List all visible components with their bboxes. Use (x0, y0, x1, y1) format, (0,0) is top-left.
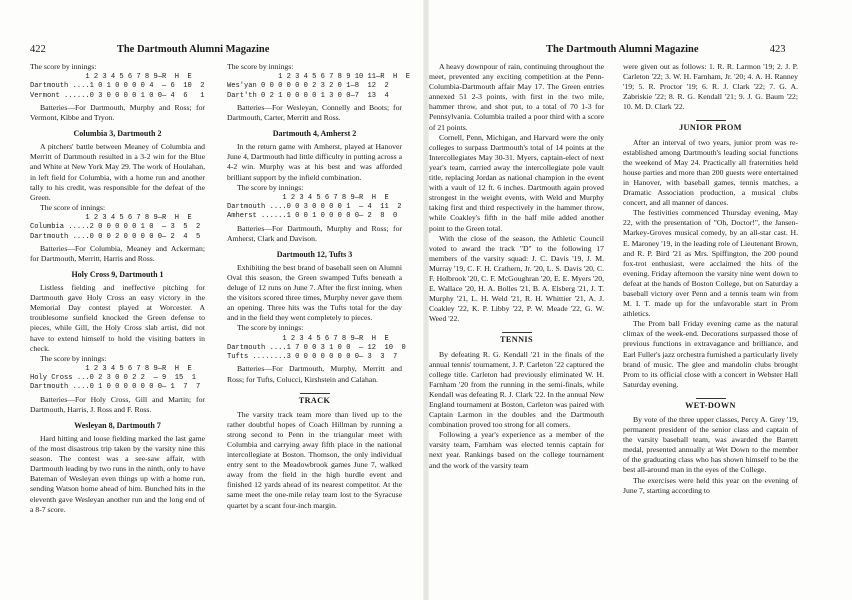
paragraph: A heavy downpour of rain, continuing throughout the meet, prevented any exciting competition at the Penn-Columbia-Dartmouth affair May 17. The Green entries annexed 51 2-3 points, with first in the two mile, hammer throw, and shot put, to a total of 70 1-3 for Pennsylvania. Columbia trailed a poor third with a score of 21 points. (429, 62, 604, 132)
section-rule (300, 393, 330, 394)
left-column-1 (30, 62, 205, 515)
paragraph: The Prom ball Friday evening came as the natural climax of the week-end. Decorations surpassed those of previous functions in extravagance and brilliance, and Earl Fuller's jazz orchestra furnished a particularly lively brand of music. The glee and mandolin clubs brought Prom to its official close with a concert in Webster Hall Saturday evening. (623, 319, 798, 389)
box-score: 1 2 3 4 5 6 7 8 9—R H E Holy Cross ...0 2 3 0 0 2 2 — 9 15 1 Dartmouth ....0 1 0 0 0 0 0 0 0— 1 7 7 (30, 364, 201, 392)
game-heading: Dartmouth 4, Amherst 2 (272, 129, 357, 139)
paragraph: The score by innings: (227, 62, 294, 71)
paragraph: Batteries—For Holy Cross, Gill and Martin; for Dartmouth, Harris, J. Ross and F. Ross. (30, 394, 205, 414)
paragraph: The varsity track team more than lived up to the rather doubtful hopes of Coach Hillman by running a strong second to Penn in the triangular meet with Columbia and carrying away fifth place in the national intercollegiate at Boston. Thomson, the only individual entry sent to the Meadowbrook games June 7, walked away from the field in the high hurdle event and finished 12 yards ahead of its nearest competitor. At the same meet the one-mile relay team lost to the Syracuse quartet by a scant four-inch margin. (227, 409, 402, 510)
paragraph: The score of innings: (40, 202, 106, 212)
paragraph: Batteries—For Dartmouth, Murphy and Ross; for Vermont, Kibbe and Tryon. (30, 102, 205, 123)
section-rule (502, 332, 532, 333)
paragraph: The festivities commenced Thursday evening, May 22, with the presentation of "Oh, Doctor!", the Jansen-Markey-Groves musical comedy, by an all-star cast. H. E. Maroney '19, in the leading role of Lieutenant Brown, and R. P. Bird '21 as Mrs. Spiffington, the 200 pound fox-trot enthusiast, were acclaimed the hits of the evening. Friday afternoon the varsity nine went down to defeat at the hands of Boston College, but on Saturday a baseball victory over Penn and a tennis team win from M. I. T. made up for the unfavorable start in Prom athletics. (623, 208, 798, 319)
section-title: TENNIS (500, 335, 533, 345)
game-heading: Wesleyan 8, Dartmouth 7 (74, 420, 161, 430)
paragraph: Batteries—For Columbia, Meaney and Ackerman; for Dartmouth, Merritt, Harris and Ross. (30, 243, 205, 263)
box-score: 1 2 3 4 5 6 7 8 9—R H E Dartmouth ....1 7 0 0 3 1 0 0 — 12 10 0 Tufts ........3 0 0 0 0 0 0 0 0— 3 3 7 (227, 334, 406, 362)
paragraph: In the return game with Amherst, played at Hanover June 4, Dartmouth had little difficulty in putting across a 4-2 win. Murphy was at his best and was afforded brilliant support by the infield combination. (227, 142, 402, 182)
section-title: JUNIOR PROM (679, 123, 742, 133)
paragraph: With the close of the season, the Athletic Council voted to award the track "D" to the following 17 members of the varsity squad: J. C. Davis '19, J. M. Murray '19, C. F. H. Crathern, Jr. '20, L. S. Davis '20, C. F. Holbrook '20, C. F. McGoughran '20, E. E. Myers '20, E. Wallace '20, H. A. Bolles '21, B. A. Elsberg '21, J. T. Murphy '21, L. H. Weld '21, R. H. Whittier '21, A. J. Coakley '22, K. P. Libby '22, P. W. Meade '22, G. W. Weed '22. (429, 233, 604, 324)
box-score: 1 2 3 4 5 6 7 8 9 10 11—R H E Wes'yan 0 0 0 0 0 0 2 3 2 0 1—8 12 2 Dart'th 0 2 1 0 0 0 0 1 3 0 0—7 13 4 (227, 73, 411, 100)
right-column-2 (623, 62, 798, 496)
section-heading (429, 332, 604, 345)
paragraph: After an interval of two years, junior prom was re-established among Dartmouth's leading social functions the weekend of May 24. Practically all fraternities held house parties and more than 200 guests were entertained in Hanover, with baseball games, tennis matches, a Dramatic Association production, a musical clubs concert, and all manner of dances. (623, 137, 798, 208)
paragraph: A pitchers' battle between Meaney of Columbia and Merritt of Dartmouth resulted in a 3-2 win for the Blue and White at New York May 29. The work of Houlahan, in left field for Columbia, with a home run and another tally to his credit, was responsible for the defeat of the Green. (30, 142, 205, 202)
box-score: 1 2 3 4 5 6 7 8 9—R H E Columbia .....2 0 0 0 0 0 1 0 — 3 5 2 Dartmouth ....0 0 0 2 0 0 0 0 0— 2 4 5 (30, 213, 201, 241)
game-heading: Dartmouth 12, Tufts 3 (276, 249, 353, 259)
right-page-header (546, 44, 786, 55)
game-heading: Holy Cross 9, Dartmouth 1 (71, 270, 164, 279)
paragraph: Hard hitting and loose fielding marked the last game of the most disastrous trip taken by the varsity nine this season. The contest was a see-saw affair, with Dartmouth leading by two runs in the ninth, only to have Bateman of Wesleyan even things up with a home run, sending Watson home ahead of him. Bunched hits in the eleventh gave Wesleyan another run and the long end of a 8-7 score. (30, 434, 205, 514)
paragraph: The score by innings: (30, 62, 97, 71)
section-heading (227, 393, 402, 406)
game-heading: Columbia 3, Dartmouth 2 (73, 129, 162, 139)
section-rule (696, 398, 726, 399)
paragraph: Batteries—For Wesleyan, Connelly and Boots; for Dartmouth, Carter, Merritt and Ross. (227, 102, 402, 123)
paragraph: Batteries—For Dartmouth, Murphy, Merritt and Ross; for Tufts, Colucci, Kirshstein and Calahan. (227, 364, 402, 384)
section-rule (696, 120, 726, 121)
section-heading (623, 120, 798, 133)
paragraph: The exercises were held this year on the evening of June 7, starting according to (623, 475, 798, 495)
left-page-header (30, 44, 269, 55)
paragraph: The score by innings: (237, 182, 304, 192)
paragraph: were given out as follows: 1. R. R. Larmon '19; 2. J. P. Carleton '22; 3. W. H. Farnham, Jr. '20; 4. A. H. Ranney '19; 5. R. Proctor '19; 6. R. J. Clark '22; 7. G. A. Zabriskie '22; 8. R. G. Kendall '21; 9. J. G. Baum '22; 10. M. D. Clark '22. (623, 62, 798, 112)
paragraph: Cornell, Penn, Michigan, and Harvard were the only colleges to surpass Dartmouth's total of 14 points at the Intercollegiates May 30-31. Myers, captain-elect of next year's team, carried away the intercollegiate pole vault title, replacing Jordan as national champion in the event with a vault of 12 ft. 6 inches. Dartmouth again proved strongest in the weight events, with Weld and Murphy taking first and third respectively in the hammer throw, while Coakley's fifth in the half mile added another point to the Green total. (429, 132, 604, 233)
left-column-2 (227, 62, 411, 511)
paragraph: By defeating R. G. Kendall '21 in the finals of the annual tennis' tournament, J. P. Carleton '22 captured the college title. Carleton had previously eliminated W. H. Farnham '20 from the running in the semi-finals, while Kendall was defeating R. J. Clark '22. In the annual New England tournament at Boston, Carleton was paired with Captain Larmon in the doubles and the Dartmouth combination proved too strong for all comers. (429, 349, 604, 430)
paragraph: Batteries—For Dartmouth, Murphy and Ross; for Amherst, Clark and Davison. (227, 223, 402, 243)
right-page (426, 0, 852, 600)
paragraph: By vote of the three upper classes, Percy A. Grey '19, permanent president of the senior class and captain of the varsity baseball team, was awarded the Barrett medal, presented annually at Wet Down to the member of the graduating class who has shown himself to be the best all-around man in the eyes of the College. (623, 415, 798, 475)
running-head: The Dartmouth Alumni Magazine (546, 44, 699, 55)
right-column-1 (429, 62, 604, 471)
page-number: 422 (30, 44, 46, 55)
box-score: 1 2 3 4 5 6 7 8 9—R H E Dartmouth ....0 0 3 0 0 0 0 1 — 4 11 2 Amherst ......1 0 0 1 0 0 0 0 0— 2 8 0 (227, 193, 402, 221)
paragraph: The score by innings: (237, 323, 304, 333)
paragraph: The score by innings: (40, 353, 107, 363)
section-heading (623, 398, 798, 411)
box-score: 1 2 3 4 5 6 7 8 9—R H E Dartmouth ....1 0 1 0 0 0 0 4 — 6 10 2 Vermont ......0 3 0 0 0 0 1 0 0— 4 6 1 (30, 73, 205, 100)
paragraph: Following a year's experience as a member of the varsity team, Farnham was elected tennis captain for next year. Rankings based on the college tournament and the work of the varsity team (429, 430, 604, 470)
paragraph: Listless fielding and ineffective pitching for Dartmouth gave Holy Cross an easy victory in the Memorial Day contest played at Worcester. A troublesome sunfield knocked the Green defense to pieces, while Gill, the Holy Cross slab artist, did not have to extend himself to hold the visiting batters in check. (30, 283, 205, 353)
running-head: The Dartmouth Alumni Magazine (116, 44, 270, 55)
page-number: 423 (769, 44, 786, 55)
paragraph: Exhibiting the best brand of baseball seen on Alumni Oval this season, the Green swamped Tufts beneath a deluge of 12 runs on June 7. After the first inning, when the visitors scored three times, Murphy never gave them an opening. Three hits was the Tufts total for the day and in the field they went completely to pieces. (227, 262, 402, 323)
section-title: WET-DOWN (685, 400, 736, 410)
section-title: TRACK (298, 395, 331, 405)
